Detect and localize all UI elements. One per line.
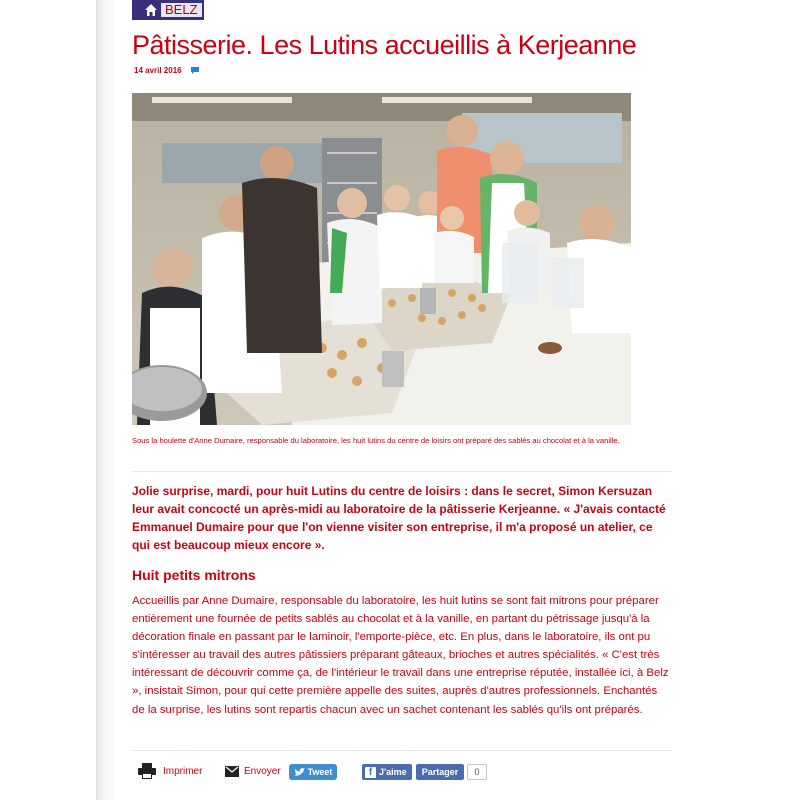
- facebook-icon: f: [365, 767, 376, 778]
- divider: [132, 471, 672, 472]
- photo-caption: Sous la houlette d'Anne Dumaire, responsable du laboratoire, les huit lutins du centre de loisirs ont préparé des sablés au chocolat et à la vanille.: [132, 436, 620, 445]
- facebook-like-button[interactable]: [362, 764, 412, 780]
- divider: [132, 750, 672, 751]
- bakery-photo-illustration: [132, 93, 631, 425]
- share-bar: [132, 758, 672, 786]
- email-label: Envoyer: [244, 765, 281, 777]
- article-date: 14 avril 2016: [134, 66, 182, 75]
- envelope-icon: [225, 766, 239, 777]
- share-count: 0: [467, 764, 487, 780]
- facebook-share-button[interactable]: [416, 764, 464, 780]
- article-meta: [134, 66, 200, 75]
- home-icon: [144, 3, 158, 17]
- article-subheading: Huit petits mitrons: [132, 567, 256, 583]
- section-tag-label: BELZ: [161, 3, 202, 17]
- comment-icon[interactable]: [190, 66, 200, 75]
- page-side-shadow: [96, 0, 115, 800]
- article-body: Accueillis par Anne Dumaire, responsable du laboratoire, les huit lutins se sont fait mitrons pour préparer entièrement une fournée de petits sablés au chocolat et à la vanille, en partant du pétrissage jusqu'à la décoration finale en passant par le laminoir, l'emporte-pièce, etc. En plus, dans le laboratoire, ils ont pu s'intéresser au travail des autres pâtissiers préparant gâteaux, brioches et autres spécialités. « C'est très intéressant de découvrir comme ça, de l'intérieur le travail dans une entreprise réputée, installée ici, à Belz », insistait Simon, pour qui cette première appelle des suites, auprès d'autres professionnels. Enchantés de la surprise, les lutins sont repartis chacun avec un sachet contenant les sablés qu'ils ont préparés.: [132, 595, 669, 716]
- section-tag[interactable]: [132, 0, 204, 20]
- article-lead: Jolie surprise, mardi, pour huit Lutins du centre de loisirs : dans le secret, Simon Kersuzan leur avait concocté un après-midi au laboratoire de la pâtisserie Kerjeanne. « J'avais contacté Emmanuel Dumaire pour que l'on vienne visiter son entreprise, il m'a proposé un atelier, ce qui est beaucoup mieux encore ».: [132, 484, 666, 552]
- article-title: Pâtisserie. Les Lutins accueillis à Kerjeanne: [132, 30, 637, 60]
- twitter-bird-icon: [294, 768, 305, 777]
- print-label: Imprimer: [163, 765, 203, 777]
- print-button[interactable]: [138, 758, 202, 784]
- email-button[interactable]: [225, 758, 281, 784]
- printer-icon: [138, 763, 156, 779]
- article: [132, 0, 672, 800]
- tweet-button[interactable]: [289, 764, 337, 780]
- article-photo: [132, 93, 631, 425]
- tweet-label: Tweet: [307, 767, 333, 777]
- share-label: Partager: [421, 767, 459, 777]
- like-label: J'aime: [379, 767, 407, 777]
